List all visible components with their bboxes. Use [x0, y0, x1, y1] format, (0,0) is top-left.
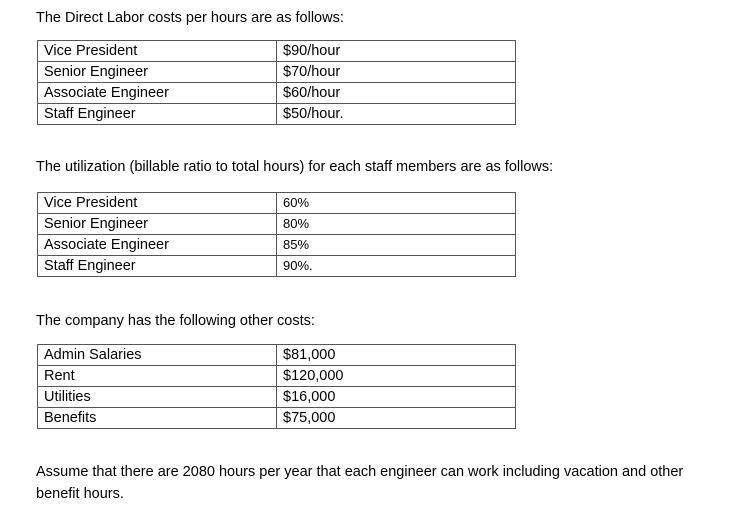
table-row	[38, 214, 516, 235]
assumption-text: Assume that there are 2080 hours per year that each engineer can work including vacation and other benefit hours.	[36, 464, 684, 502]
rates-intro-text: The Direct Labor costs per hours are as follows:	[36, 10, 344, 26]
table-row	[38, 41, 516, 62]
utilization-intro-text: The utilization (billable ratio to total hours) for each staff members are as follows:	[36, 159, 554, 175]
cost-value-cell: $120,000	[277, 366, 516, 387]
role-cell: Associate Engineer	[38, 83, 277, 104]
utilization-cell: 80%	[277, 214, 516, 235]
rate-cell: $50/hour.	[277, 104, 516, 125]
utilization-table	[37, 192, 516, 277]
utilization-cell: 85%	[277, 235, 516, 256]
utilization-cell: 60%	[277, 193, 516, 214]
role-cell: Vice President	[38, 41, 277, 62]
table-row	[38, 83, 516, 104]
role-cell: Staff Engineer	[38, 104, 277, 125]
table-row	[38, 62, 516, 83]
cost-item-cell: Admin Salaries	[38, 345, 277, 366]
role-cell: Associate Engineer	[38, 235, 277, 256]
cost-value-cell: $81,000	[277, 345, 516, 366]
cost-value-cell: $16,000	[277, 387, 516, 408]
other-costs-table	[37, 344, 516, 429]
table-row	[38, 345, 516, 366]
table-row	[38, 235, 516, 256]
labor-rates-table	[37, 40, 516, 125]
table-row	[38, 256, 516, 277]
role-cell: Senior Engineer	[38, 214, 277, 235]
utilization-cell: 90%.	[277, 256, 516, 277]
rate-cell: $70/hour	[277, 62, 516, 83]
cost-item-cell: Rent	[38, 366, 277, 387]
cost-value-cell: $75,000	[277, 408, 516, 429]
role-cell: Vice President	[38, 193, 277, 214]
table-row	[38, 366, 516, 387]
table-row	[38, 408, 516, 429]
table-row	[38, 193, 516, 214]
costs-intro-text: The company has the following other costs:	[36, 313, 315, 329]
cost-item-cell: Utilities	[38, 387, 277, 408]
table-row	[38, 104, 516, 125]
rate-cell: $90/hour	[277, 41, 516, 62]
role-cell: Staff Engineer	[38, 256, 277, 277]
role-cell: Senior Engineer	[38, 62, 277, 83]
rate-cell: $60/hour	[277, 83, 516, 104]
cost-item-cell: Benefits	[38, 408, 277, 429]
table-row	[38, 387, 516, 408]
